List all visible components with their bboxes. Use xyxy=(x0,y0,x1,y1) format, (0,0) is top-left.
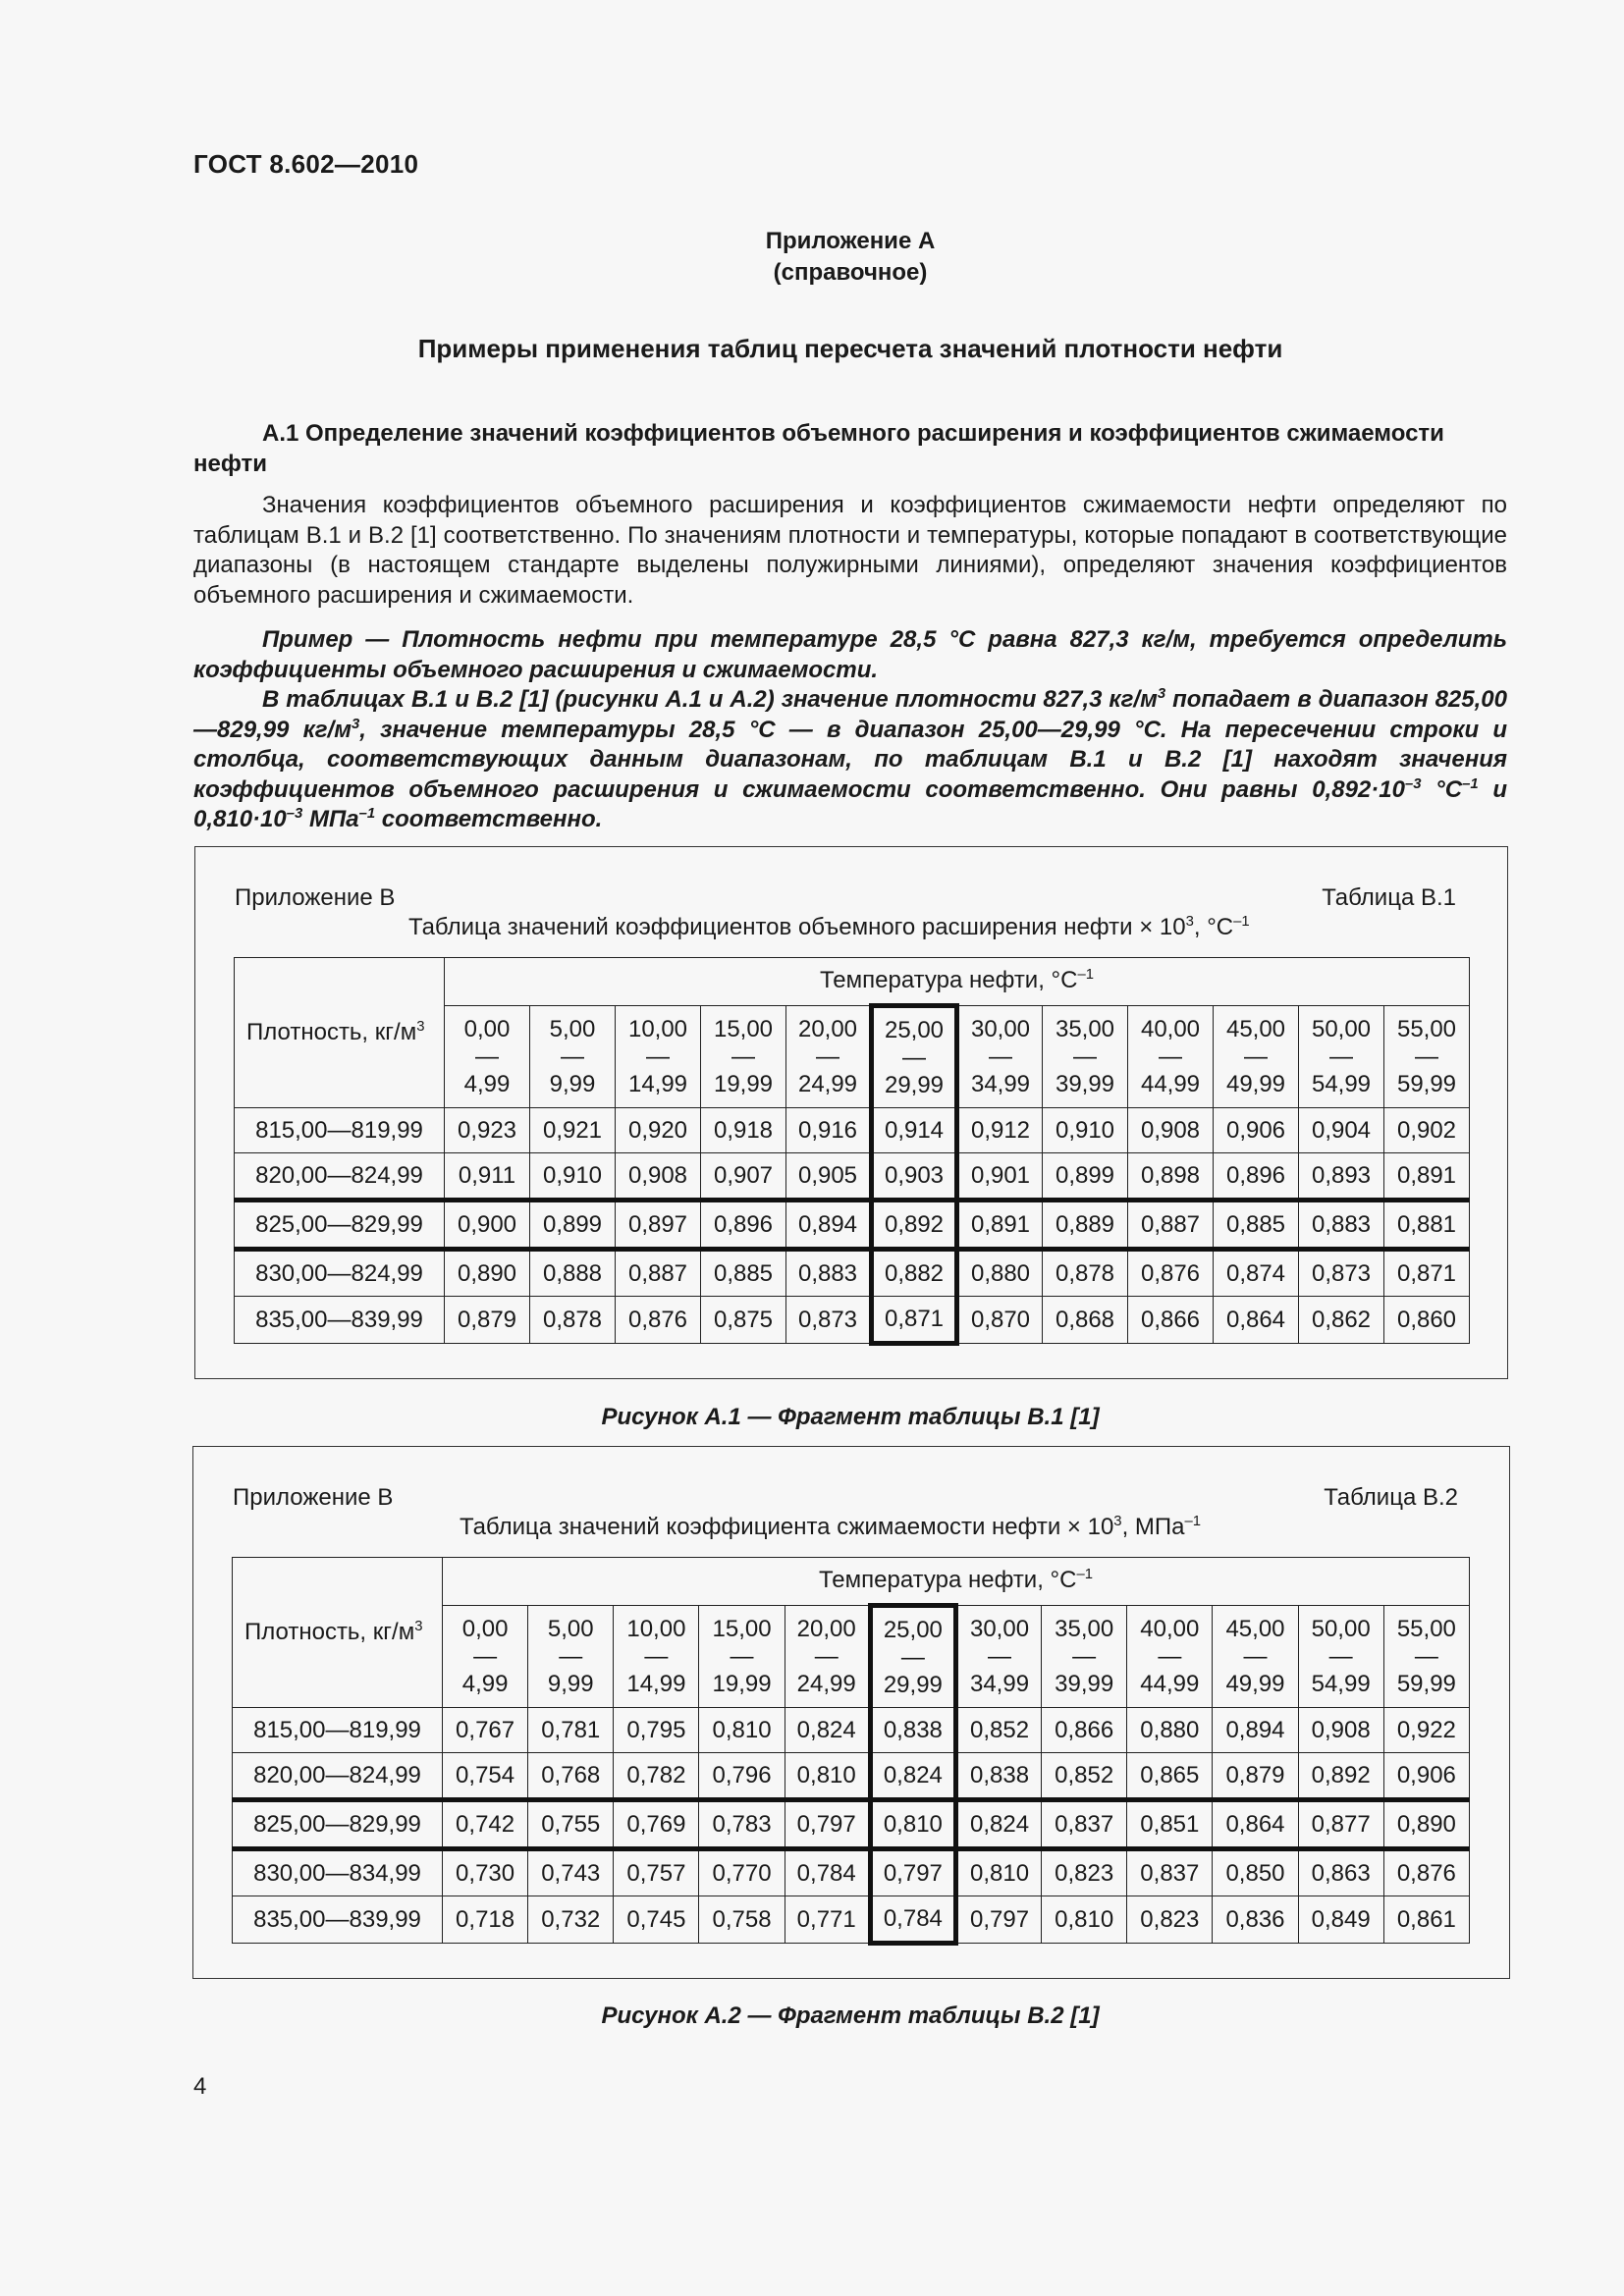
coefficient-value: 0,902 xyxy=(1384,1108,1470,1153)
temperature-range: 25,00 — 29,99 xyxy=(872,1006,957,1108)
coefficient-value: 0,879 xyxy=(445,1297,530,1344)
coefficient-value: 0,885 xyxy=(701,1250,786,1297)
density-range: 815,00—819,99 xyxy=(235,1108,445,1153)
temperature-range: 45,00 — 49,99 xyxy=(1214,1006,1299,1108)
coefficient-value: 0,838 xyxy=(870,1708,955,1753)
temperature-range: 40,00 — 44,99 xyxy=(1127,1606,1213,1708)
coefficient-value: 0,730 xyxy=(443,1849,528,1896)
example-explanation: В таблицах В.1 и В.2 [1] (рисунки А.1 и А.2) значение плотности 827,3 $кг/м^3$ попадает в диапазон 825,00—829,99 $кг/м^3$, значение температуры 28,5 °С — в диапазон 25,00—29,99 °С. На пересечении строки и столбца, соответствующих данным диапазонам, по таблицам В.1 и В.2 [1] находят значения коэффициентов объемного расширения и сжимаемости соответственно. Они равны $0,892\cdot 10^{-3}$ $^\circ С^{-1}$ и $0,810\cdot 10^{-3}$ МПа$^{-1}$ соответственно. xyxy=(193,686,1508,832)
coefficient-value: 0,896 xyxy=(701,1201,786,1250)
appendix-title: Приложение А xyxy=(765,228,936,254)
coefficient-value: 0,894 xyxy=(786,1201,872,1250)
coefficient-value: 0,743 xyxy=(528,1849,614,1896)
figure-caption: Рисунок А.2 — Фрагмент таблицы В.2 [1] xyxy=(601,2002,1100,2029)
coefficient-value: 0,923 xyxy=(445,1108,530,1153)
appendix-subtitle: (справочное) xyxy=(773,259,928,286)
doc-code: ГОСТ 8.602—2010 xyxy=(193,149,419,179)
coefficient-value: 0,850 xyxy=(1213,1849,1298,1896)
table-row xyxy=(233,1896,1470,1944)
coefficient-value: 0,896 xyxy=(1214,1153,1299,1201)
coefficient-value: 0,866 xyxy=(1042,1708,1127,1753)
temperature-range: 55,00 — 59,99 xyxy=(1383,1606,1469,1708)
table-row xyxy=(233,1753,1470,1800)
paragraph: Значения коэффициентов объемного расширения и коэффициентов сжимаемости нефти определяют по таблицам В.1 и В.2 [1] соответственно. По значениям плотности и температуры, которые попадают в соответствующие диапазоны (в настоящем стандарте выделены полужирными линиями), определяют значения коэффициентов объемного расширения и сжимаемости. xyxy=(193,492,1507,609)
coefficient-value: 0,745 xyxy=(614,1896,699,1944)
coefficient-value: 0,882 xyxy=(872,1250,957,1297)
coefficient-value: 0,911 xyxy=(445,1153,530,1201)
coefficient-value: 0,757 xyxy=(614,1849,699,1896)
coefficient-value: 0,907 xyxy=(701,1153,786,1201)
coefficient-value: 0,901 xyxy=(957,1153,1043,1201)
temperature-header: Температура нефти, $^\circ С^{-1}$ xyxy=(445,958,1470,1006)
coefficient-value: 0,918 xyxy=(701,1108,786,1153)
coefficient-value: 0,742 xyxy=(443,1800,528,1849)
coefficient-value: 0,916 xyxy=(786,1108,872,1153)
coefficient-value: 0,852 xyxy=(955,1708,1041,1753)
coefficient-value: 0,868 xyxy=(1043,1297,1128,1344)
table-row xyxy=(233,1849,1470,1896)
density-range: 825,00—829,99 xyxy=(235,1201,445,1250)
temperature-range: 45,00 — 49,99 xyxy=(1213,1606,1298,1708)
figure-a2 xyxy=(192,1446,1510,1979)
coefficient-value: 0,732 xyxy=(528,1896,614,1944)
coefficient-value: 0,894 xyxy=(1213,1708,1298,1753)
coefficient-value: 0,865 xyxy=(1127,1753,1213,1800)
temperature-range: 25,00 — 29,99 xyxy=(870,1606,955,1708)
coefficient-value: 0,883 xyxy=(1299,1201,1384,1250)
coefficient-value: 0,904 xyxy=(1299,1108,1384,1153)
density-range: 835,00—839,99 xyxy=(233,1896,443,1944)
coefficient-value: 0,906 xyxy=(1383,1753,1469,1800)
table-row xyxy=(233,1800,1470,1849)
coefficient-value: 0,908 xyxy=(1298,1708,1383,1753)
temperature-range: 20,00 — 24,99 xyxy=(785,1606,870,1708)
coefficient-value: 0,912 xyxy=(957,1108,1043,1153)
coefficient-value: 0,910 xyxy=(1043,1108,1128,1153)
coefficient-table xyxy=(232,1557,1470,1946)
coefficient-value: 0,903 xyxy=(872,1153,957,1201)
coefficient-value: 0,851 xyxy=(1127,1800,1213,1849)
temperature-range: 50,00 — 54,99 xyxy=(1299,1006,1384,1108)
coefficient-value: 0,810 xyxy=(870,1800,955,1849)
page-title: Примеры применения таблиц пересчета значений плотности нефти xyxy=(417,334,1283,363)
table-row xyxy=(235,1297,1470,1344)
temperature-range: 55,00 — 59,99 xyxy=(1384,1006,1470,1108)
temperature-range: 15,00 — 19,99 xyxy=(699,1606,785,1708)
coefficient-value: 0,888 xyxy=(530,1250,616,1297)
coefficient-value: 0,836 xyxy=(1213,1896,1298,1944)
density-range: 830,00—834,99 xyxy=(233,1849,443,1896)
density-range: 820,00—824,99 xyxy=(235,1153,445,1201)
coefficient-value: 0,837 xyxy=(1042,1800,1127,1849)
temperature-range: 50,00 — 54,99 xyxy=(1298,1606,1383,1708)
temperature-range: 5,00 — 9,99 xyxy=(530,1006,616,1108)
coefficient-value: 0,758 xyxy=(699,1896,785,1944)
coefficient-value: 0,860 xyxy=(1384,1297,1470,1344)
coefficient-value: 0,824 xyxy=(955,1800,1041,1849)
coefficient-value: 0,771 xyxy=(785,1896,870,1944)
coefficient-value: 0,876 xyxy=(1128,1250,1214,1297)
table-title: Таблица значений коэффициента сжимаемости нефти × $10^3$, МПа$^{-1}$ xyxy=(460,1514,1202,1540)
coefficient-value: 0,898 xyxy=(1128,1153,1214,1201)
coefficient-value: 0,906 xyxy=(1214,1108,1299,1153)
coefficient-value: 0,899 xyxy=(530,1201,616,1250)
coefficient-value: 0,810 xyxy=(699,1708,785,1753)
coefficient-value: 0,897 xyxy=(616,1201,701,1250)
coefficient-value: 0,871 xyxy=(1384,1250,1470,1297)
table-row xyxy=(235,1108,1470,1153)
coefficient-value: 0,863 xyxy=(1298,1849,1383,1896)
example-paragraph: Пример — Плотность нефти при температуре 28,5 °С равна 827,3 кг/м, требуется определить коэффициенты объемного расширения и сжимаемости. xyxy=(193,626,1507,683)
temperature-range: 40,00 — 44,99 xyxy=(1128,1006,1214,1108)
coefficient-value: 0,876 xyxy=(616,1297,701,1344)
coefficient-value: 0,866 xyxy=(1128,1297,1214,1344)
temperature-range: 0,00 — 4,99 xyxy=(443,1606,528,1708)
coefficient-value: 0,796 xyxy=(699,1753,785,1800)
coefficient-value: 0,784 xyxy=(870,1896,955,1944)
coefficient-value: 0,893 xyxy=(1299,1153,1384,1201)
coefficient-value: 0,824 xyxy=(785,1708,870,1753)
coefficient-value: 0,880 xyxy=(1127,1708,1213,1753)
temperature-range: 5,00 — 9,99 xyxy=(528,1606,614,1708)
coefficient-value: 0,877 xyxy=(1298,1800,1383,1849)
coefficient-value: 0,810 xyxy=(955,1849,1041,1896)
coefficient-value: 0,767 xyxy=(443,1708,528,1753)
temperature-range: 30,00 — 34,99 xyxy=(955,1606,1041,1708)
coefficient-value: 0,878 xyxy=(530,1297,616,1344)
coefficient-value: 0,810 xyxy=(1042,1896,1127,1944)
coefficient-value: 0,921 xyxy=(530,1108,616,1153)
coefficient-value: 0,770 xyxy=(699,1849,785,1896)
coefficient-value: 0,873 xyxy=(1299,1250,1384,1297)
coefficient-value: 0,875 xyxy=(701,1297,786,1344)
coefficient-value: 0,864 xyxy=(1214,1297,1299,1344)
coefficient-value: 0,823 xyxy=(1127,1896,1213,1944)
coefficient-value: 0,873 xyxy=(786,1297,872,1344)
coefficient-value: 0,887 xyxy=(616,1250,701,1297)
coefficient-value: 0,876 xyxy=(1383,1849,1469,1896)
coefficient-value: 0,871 xyxy=(872,1297,957,1344)
table-row xyxy=(233,1708,1470,1753)
coefficient-value: 0,810 xyxy=(785,1753,870,1800)
coefficient-value: 0,755 xyxy=(528,1800,614,1849)
coefficient-value: 0,914 xyxy=(872,1108,957,1153)
coefficient-value: 0,908 xyxy=(1128,1108,1214,1153)
coefficient-value: 0,900 xyxy=(445,1201,530,1250)
temperature-range: 10,00 — 14,99 xyxy=(616,1006,701,1108)
coefficient-value: 0,908 xyxy=(616,1153,701,1201)
coefficient-value: 0,864 xyxy=(1213,1800,1298,1849)
density-range: 835,00—839,99 xyxy=(235,1297,445,1344)
temperature-range: 15,00 — 19,99 xyxy=(701,1006,786,1108)
section-heading: А.1 Определение значений коэффициентов объемного расширения и коэффициентов сжимаемости нефти xyxy=(193,420,1444,477)
table-row xyxy=(235,1153,1470,1201)
coefficient-value: 0,781 xyxy=(528,1708,614,1753)
coefficient-value: 0,797 xyxy=(870,1849,955,1896)
page-number: 4 xyxy=(193,2073,207,2100)
table-label: Таблица В.2 xyxy=(1324,1484,1458,1511)
coefficient-value: 0,870 xyxy=(957,1297,1043,1344)
density-range: 815,00—819,99 xyxy=(233,1708,443,1753)
figure-a1 xyxy=(194,846,1508,1379)
temperature-range: 0,00 — 4,99 xyxy=(445,1006,530,1108)
appendix-heading xyxy=(193,226,1507,289)
temperature-header: Температура нефти, $^\circ С^{-1}$ xyxy=(443,1558,1470,1606)
table-title: Таблица значений коэффициентов объемного расширения нефти × $10^3$, $^\circ С^{-1}$ xyxy=(408,914,1250,940)
coefficient-value: 0,849 xyxy=(1298,1896,1383,1944)
appendix-label: Приложение В xyxy=(235,884,396,911)
coefficient-value: 0,879 xyxy=(1213,1753,1298,1800)
coefficient-value: 0,890 xyxy=(445,1250,530,1297)
coefficient-value: 0,891 xyxy=(1384,1153,1470,1201)
coefficient-value: 0,768 xyxy=(528,1753,614,1800)
coefficient-value: 0,783 xyxy=(699,1800,785,1849)
density-range: 820,00—824,99 xyxy=(233,1753,443,1800)
coefficient-value: 0,887 xyxy=(1128,1201,1214,1250)
coefficient-value: 0,922 xyxy=(1383,1708,1469,1753)
density-range: 830,00—824,99 xyxy=(235,1250,445,1297)
coefficient-value: 0,878 xyxy=(1043,1250,1128,1297)
coefficient-value: 0,881 xyxy=(1384,1201,1470,1250)
coefficient-value: 0,874 xyxy=(1214,1250,1299,1297)
coefficient-value: 0,769 xyxy=(614,1800,699,1849)
coefficient-value: 0,892 xyxy=(1298,1753,1383,1800)
coefficient-value: 0,905 xyxy=(786,1153,872,1201)
coefficient-value: 0,782 xyxy=(614,1753,699,1800)
coefficient-value: 0,885 xyxy=(1214,1201,1299,1250)
coefficient-value: 0,892 xyxy=(872,1201,957,1250)
coefficient-value: 0,837 xyxy=(1127,1849,1213,1896)
coefficient-value: 0,852 xyxy=(1042,1753,1127,1800)
coefficient-value: 0,910 xyxy=(530,1153,616,1201)
figure-caption: Рисунок А.1 — Фрагмент таблицы В.1 [1] xyxy=(601,1404,1100,1430)
table-row xyxy=(235,1201,1470,1250)
coefficient-value: 0,891 xyxy=(957,1201,1043,1250)
coefficient-value: 0,795 xyxy=(614,1708,699,1753)
coefficient-value: 0,718 xyxy=(443,1896,528,1944)
coefficient-value: 0,838 xyxy=(955,1753,1041,1800)
coefficient-value: 0,890 xyxy=(1383,1800,1469,1849)
coefficient-value: 0,880 xyxy=(957,1250,1043,1297)
coefficient-value: 0,861 xyxy=(1383,1896,1469,1944)
density-range: 825,00—829,99 xyxy=(233,1800,443,1849)
coefficient-value: 0,784 xyxy=(785,1849,870,1896)
temperature-range: 35,00 — 39,99 xyxy=(1042,1606,1127,1708)
temperature-range: 10,00 — 14,99 xyxy=(614,1606,699,1708)
temperature-range: 20,00 — 24,99 xyxy=(786,1006,872,1108)
table-row xyxy=(235,1250,1470,1297)
coefficient-value: 0,889 xyxy=(1043,1201,1128,1250)
table-label: Таблица В.1 xyxy=(1322,884,1456,911)
coefficient-value: 0,754 xyxy=(443,1753,528,1800)
coefficient-value: 0,823 xyxy=(1042,1849,1127,1896)
appendix-label: Приложение В xyxy=(233,1484,394,1511)
coefficient-value: 0,797 xyxy=(785,1800,870,1849)
coefficient-value: 0,862 xyxy=(1299,1297,1384,1344)
coefficient-value: 0,920 xyxy=(616,1108,701,1153)
density-header: Плотность, $кг/м^3$ xyxy=(233,1558,443,1708)
density-header: Плотность, $кг/м^3$ xyxy=(235,958,445,1108)
coefficient-table xyxy=(234,957,1470,1346)
temperature-range: 35,00 — 39,99 xyxy=(1043,1006,1128,1108)
coefficient-value: 0,883 xyxy=(786,1250,872,1297)
coefficient-value: 0,797 xyxy=(955,1896,1041,1944)
temperature-range: 30,00 — 34,99 xyxy=(957,1006,1043,1108)
coefficient-value: 0,824 xyxy=(870,1753,955,1800)
coefficient-value: 0,899 xyxy=(1043,1153,1128,1201)
